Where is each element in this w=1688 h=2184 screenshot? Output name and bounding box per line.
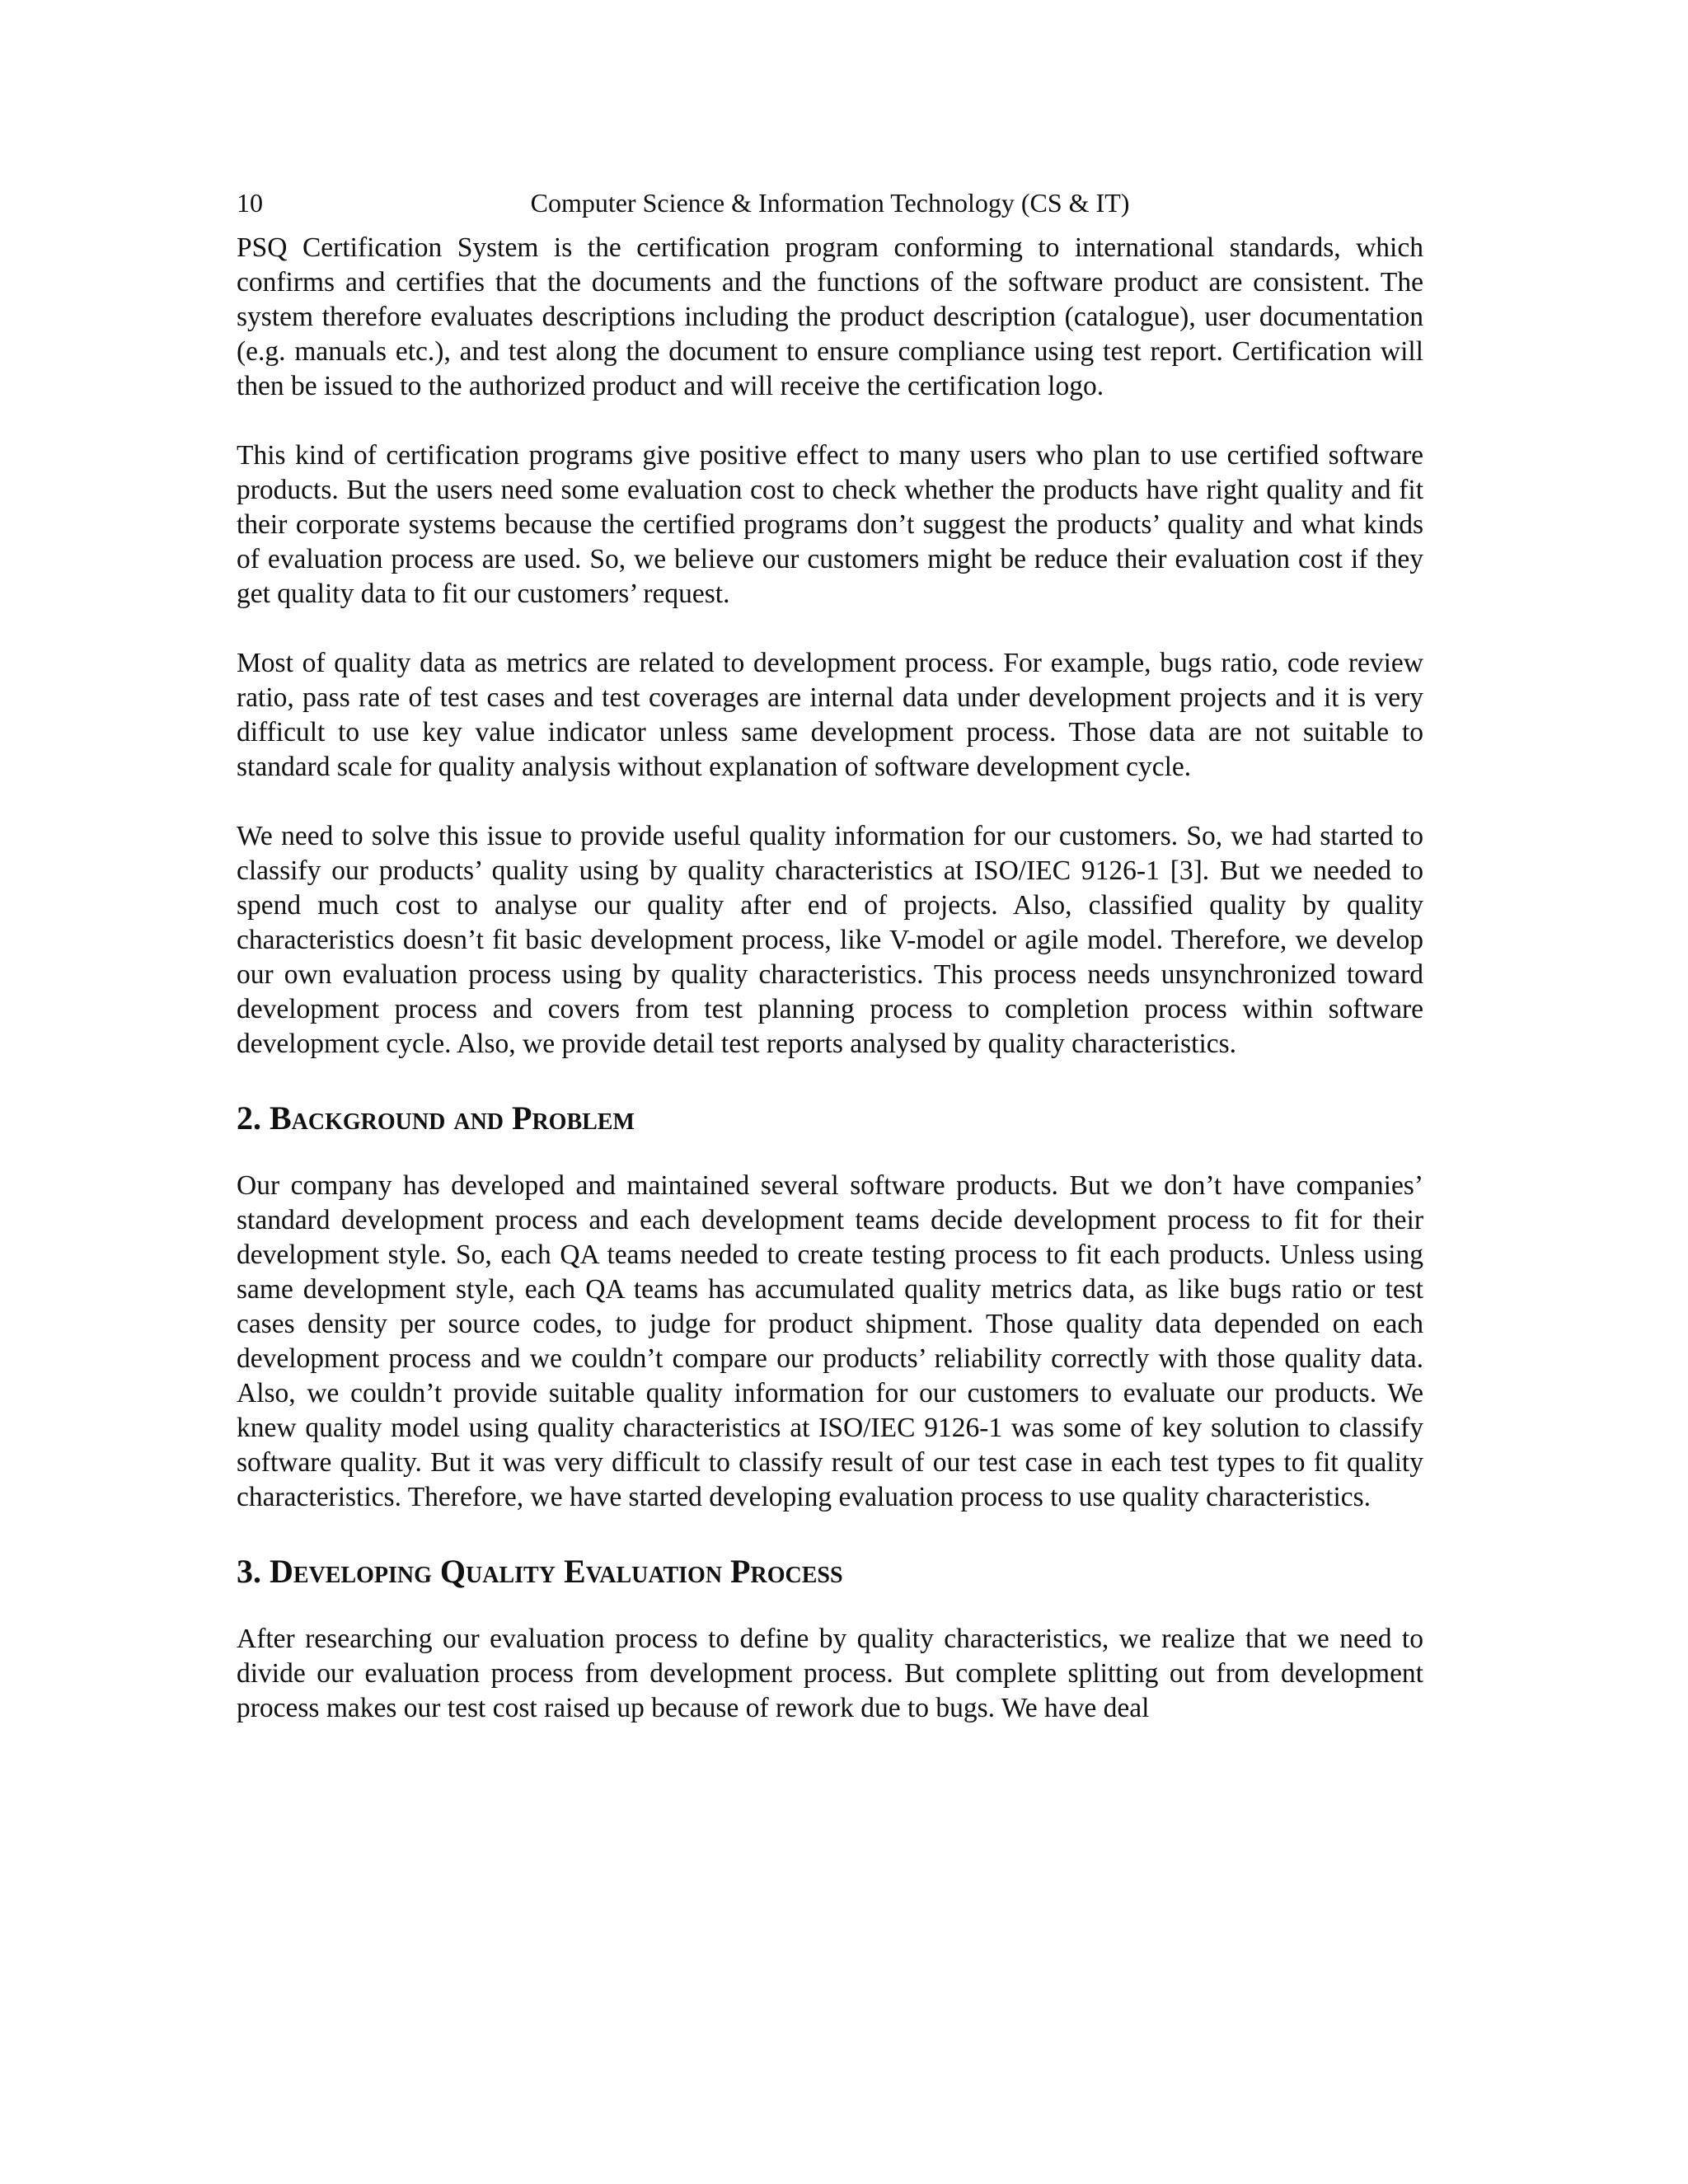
section-3-paragraph-1: After researching our evaluation process to define by quality characteristics, we realize that we need to divide our evaluation process from development process. But complete splitting out from development process makes our test cost raised up because of rework due to bugs. We have deal [237, 1624, 1423, 1723]
section-2-paragraph-1: Our company has developed and maintained several software products. But we don’t have companies’ standard development process and each development teams decide development process to fit for their development style. So, each QA teams needed to create testing process to fit each products. Unless using same development style, each QA teams has accumulated quality metrics data, as like bugs ratio or test cases density per source codes, to judge for product shipment. Those quality data depended on each development process and we couldn’t compare our products’ reliability correctly with those quality data. Also, we couldn’t provide suitable quality information for our customers to evaluate our products. We knew quality model using quality characteristics at ISO/IEC 9126-1 was some of key solution to classify software quality. But it was very difficult to classify result of our test case in each test types to fit quality characteristics. Therefore, we have started developing evaluation process to use quality characteristics. [237, 1170, 1423, 1512]
intro-paragraph-2: This kind of certification programs give positive effect to many users who plan to use certified software products. But the users need some evaluation cost to check whether the products have right quality and fit their corporate systems because the certified programs don’t suggest the products’ quality and what kinds of evaluation process are used. So, we believe our customers might be reduce their evaluation cost if they get quality data to fit our customers’ request. [237, 440, 1423, 609]
journal-name: Computer Science & Information Technology (CS & IT) [530, 188, 1130, 218]
intro-paragraph-4: We need to solve this issue to provide useful quality information for our customers. So, we had started to classify our products’ quality using by quality characteristics at ISO/IEC 9126-1 [3]. But we needed to spend much cost to analyse our quality after end of projects. Also, classified quality by quality characteristics doesn’t fit basic development process, like V-model or agile model. Therefore, we develop our own evaluation process using by quality characteristics. This process needs unsynchronized toward development process and covers from test planning process to completion process within software development cycle. Also, we provide detail test reports analysed by quality characteristics. [237, 821, 1423, 1059]
running-header [237, 183, 1423, 223]
intro-paragraph-1: PSQ Certification System is the certification program conforming to international standards, which confirms and certifies that the documents and the functions of the software product are consistent. The system therefore evaluates descriptions including the product description (catalogue), user documentation (e.g. manuals etc.), and test along the document to ensure compliance using test report. Certification will then be issued to the authorized product and will receive the certification logo. [237, 232, 1423, 401]
page-number: 10 [237, 188, 263, 218]
section-2-heading: 2. Background and Problem [237, 1099, 635, 1137]
section-3-heading: 3. Developing Quality Evaluation Process [237, 1553, 843, 1590]
intro-paragraph-3: Most of quality data as metrics are related to development process. For example, bugs ratio, code review ratio, pass rate of test cases and test coverages are internal data under development projects and it is very difficult to use key value indicator unless same development process. Those data are not suitable to standard scale for quality analysis without explanation of software development cycle. [237, 648, 1423, 782]
paper-page [237, 183, 1423, 1726]
